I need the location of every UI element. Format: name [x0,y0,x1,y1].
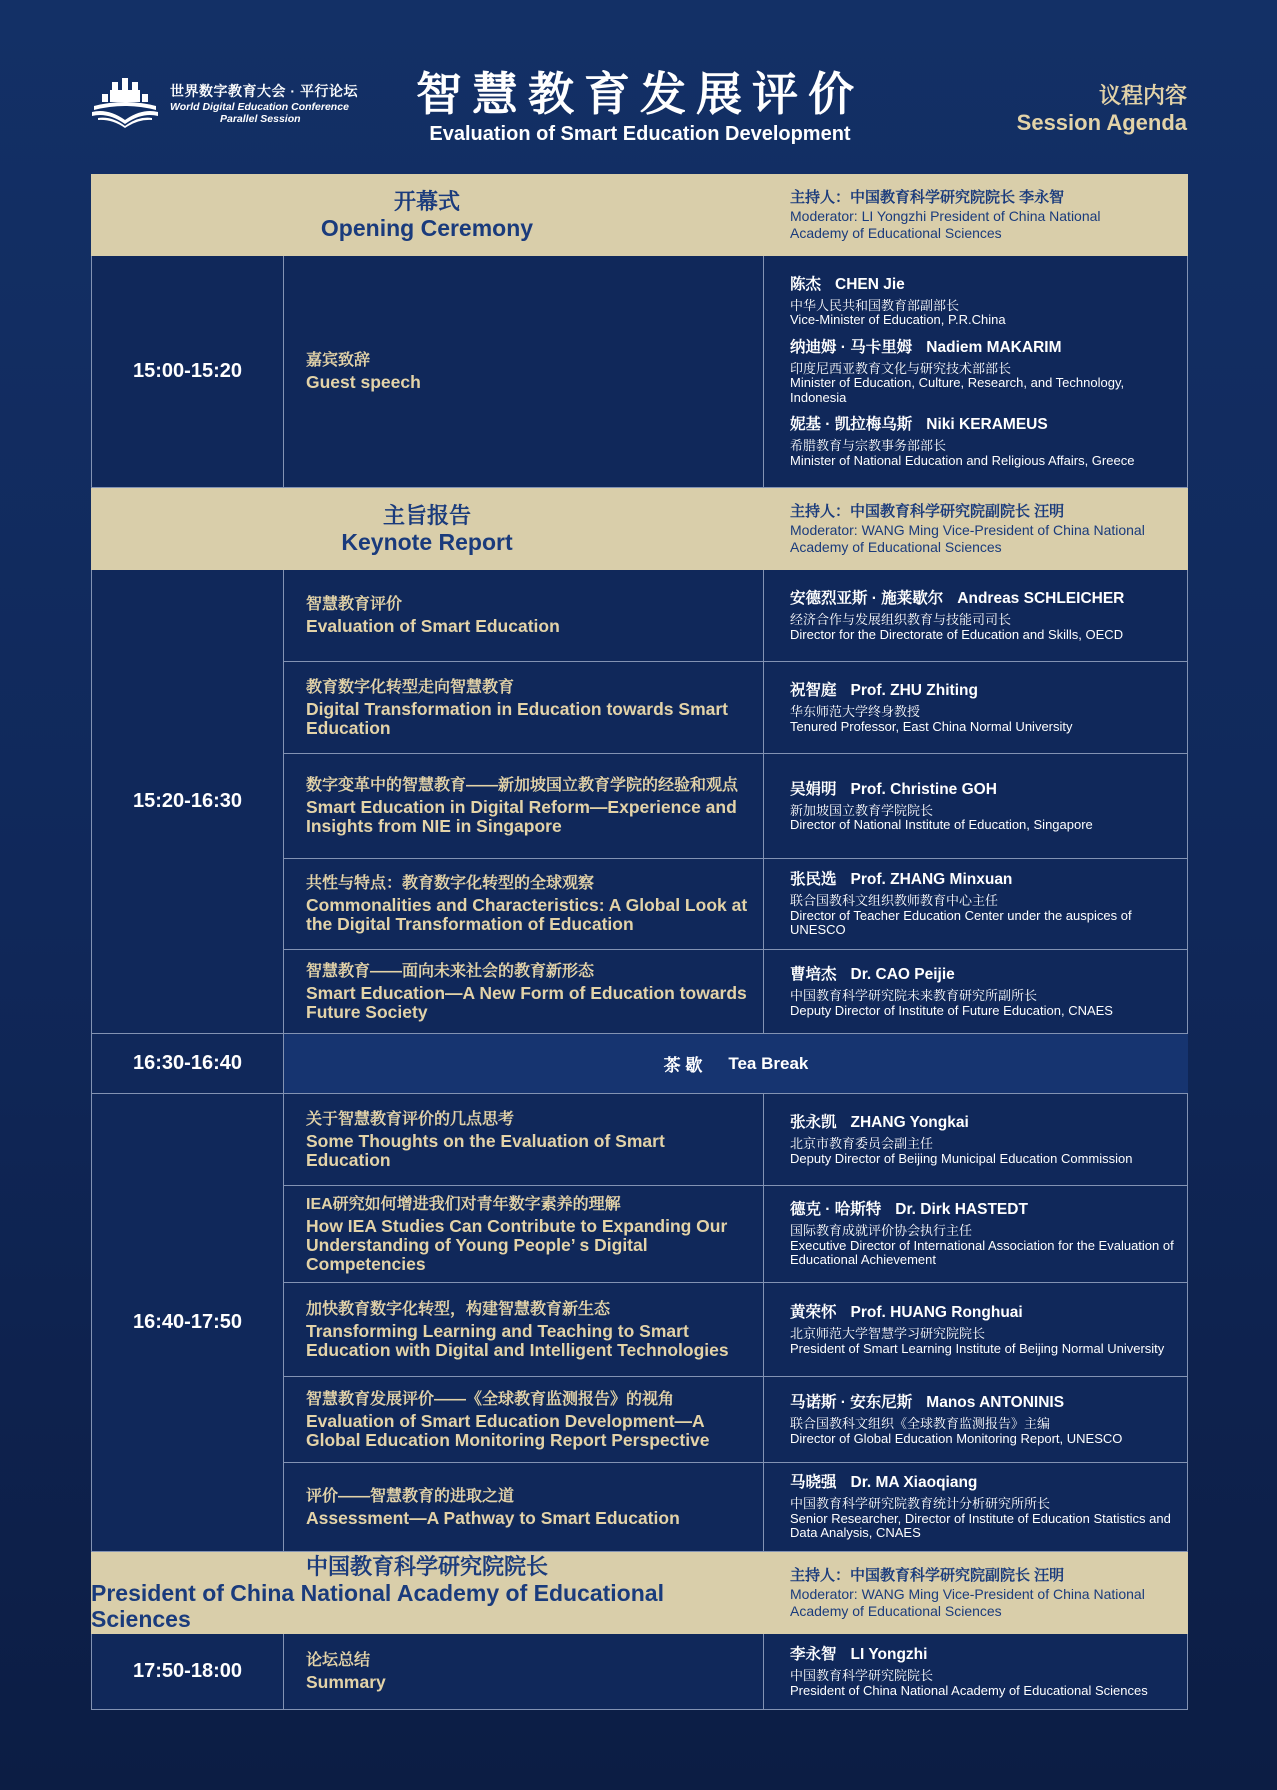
speaker [790,780,1176,833]
section-title-english: Keynote Report [341,529,513,555]
speaker-name-chinese: 张永凯 [790,1114,837,1131]
topic-chinese: 智慧教育评价 [306,596,403,613]
keynote-report-header [91,488,1188,570]
speaker-name-chinese: 马诺斯 · 安东尼斯 [790,1394,913,1411]
speaker [790,1303,1176,1356]
opening-ceremony-header [91,174,1188,256]
speaker-title-english: President of Smart Learning Institute of Beijing Normal University [790,1340,1165,1356]
topic-english: Smart Education in Digital Reform—Experience and Insights from NIE in Singapore [306,797,737,836]
summary-row [91,1634,1188,1710]
speakers [764,1634,1188,1709]
time-slot: 15:00-15:20 [92,256,284,487]
speakers [764,859,1188,949]
tea-break-chinese: 茶 歇 [663,1056,703,1075]
speaker [790,275,1176,328]
topic-chinese: 加快教育数字化转型，构建智慧教育新生态 [306,1300,611,1318]
speaker-name-english: LI Yongzhi [850,1646,928,1663]
speaker-name-chinese: 祝智庭 [790,682,837,699]
afternoon-session-row [91,1094,1188,1552]
speaker-title-english: Minister of National Education and Religious Affairs, Greece [790,452,1135,468]
speaker [790,681,1176,734]
speaker-name-chinese: 曹培杰 [790,966,837,983]
topic [284,1634,764,1709]
agenda-item [284,661,1188,753]
moderator-info [790,502,1160,556]
topic [284,1463,764,1551]
speaker-name-english: Niki KERAMEUS [926,416,1048,434]
tea-break-label [284,1034,1188,1093]
speaker [790,338,1176,406]
speaker [790,870,1176,938]
title-english: Evaluation of Smart Education Development [429,123,851,145]
agenda-item [284,949,1188,1033]
time-slot: 16:40-17:50 [92,1094,284,1551]
topic-chinese: 评价——智慧教育的进取之道 [306,1487,515,1505]
speaker [790,589,1176,642]
title-chinese: 智慧教育发展评价 [416,68,864,120]
speaker-title-chinese: 国际教育成就评价协会执行主任 [790,1223,973,1239]
section-title-english: Opening Ceremony [320,215,534,241]
speaker-name-chinese: 李永智 [790,1646,837,1663]
speakers [764,662,1188,753]
speaker-name-chinese: 妮基 · 凯拉梅乌斯 [790,416,913,434]
logo-chinese-name: 世界数字教育大会 · 平行论坛 [170,83,358,99]
speaker-name-english: ZHANG Yongkai [850,1114,969,1131]
speaker-title-chinese: 中华人民共和国教育部副部长 [790,297,960,313]
logo-english-subtitle: Parallel Session [220,113,301,125]
agenda-item [284,1185,1188,1282]
topic-english: Evaluation of Smart Education [306,616,560,636]
book-crown-logo-icon [88,76,162,128]
topic-english: Smart Education—A New Form of Education towards Future Society [306,982,747,1022]
moderator-info [790,188,1160,242]
speaker-name-english: Nadiem MAKARIM [926,338,1062,356]
tea-break-english: Tea Break [728,1053,809,1073]
topic-english: Summary [306,1672,386,1692]
topic-english: Transforming Learning and Teaching to Smart Education with Digital and Intelligent Technologies [306,1320,729,1360]
topic-english: Digital Transformation in Education towards Smart Education [306,698,728,738]
section-title-chinese: 中国教育科学研究院院长 [305,1554,548,1579]
speaker-name-english: Prof. Christine GOH [850,780,997,798]
moderator-chinese: 主持人：中国教育科学研究院副院长 汪明 [790,503,1065,520]
speaker-title-chinese: 北京师范大学智慧学习研究院院长 [790,1326,986,1341]
topic-chinese: 智慧教育发展评价——《全球教育监测报告》的视角 [306,1390,675,1408]
speaker-title-english: Vice-Minister of Education, P.R.China [790,312,1006,328]
speaker-title-english: Executive Director of International Association for the Evaluation of Educational Achievement [790,1237,1174,1268]
agenda-item [284,570,1188,661]
speaker-name-chinese: 德克 · 哈斯特 [790,1201,882,1219]
topic [284,950,764,1033]
speakers [764,1377,1188,1462]
speaker-title-english: Deputy Director of Institute of Future Education, CNAES [790,1002,1113,1018]
topic [284,754,764,858]
speaker-name-english: Prof. ZHANG Minxuan [850,871,1013,889]
topic [284,662,764,753]
time-slot: 15:20-16:30 [92,570,284,1033]
speaker-name-chinese: 纳迪姆 · 马卡里姆 [790,338,913,356]
speaker-title-chinese: 联合国教科文组织《全球教育监测报告》主编 [790,1416,1051,1431]
agenda-item [284,256,1188,487]
agenda-item [284,1462,1188,1551]
page-title [400,66,880,146]
speaker-name-english: Manos ANTONINIS [926,1394,1065,1411]
speakers [764,1186,1188,1282]
topic-chinese: 教育数字化转型走向智慧教育 [306,678,515,696]
section-title-english: President of China National Academy of Educational Sciences [91,1580,664,1632]
speakers [764,1283,1188,1376]
topic [284,1186,764,1282]
logo-english-name: World Digital Education Conference [170,101,349,113]
speaker-title-chinese: 希腊教育与宗教事务部部长 [790,438,947,454]
speaker [790,965,1176,1018]
speaker-title-english: Director of Teacher Education Center under the auspices of UNESCO [790,907,1132,938]
speaker-name-chinese: 张民选 [790,871,837,889]
speaker-name-english: CHEN Jie [835,275,905,293]
moderator-chinese: 主持人：中国教育科学研究院副院长 汪明 [790,1567,1065,1584]
speaker-title-english: Minister of Education, Culture, Research, and Technology, Indonesia [790,375,1125,405]
moderator-chinese: 主持人：中国教育科学研究院院长 李永智 [790,189,1065,206]
speaker [790,1393,1176,1446]
speaker-title-chinese: 北京市教育委员会副主任 [790,1136,934,1151]
agenda-item [284,1376,1188,1462]
time-slot: 17:50-18:00 [92,1634,284,1709]
agenda-item [284,1094,1188,1185]
topic-chinese: IEA研究如何增进我们对青年数字素养的理解 [306,1195,621,1213]
agenda-label-chinese: 议程内容 [1098,83,1187,108]
agenda-item [284,1634,1188,1709]
topic-chinese: 数字变革中的智慧教育——新加坡国立教育学院的经验和观点 [306,777,739,794]
agenda-item [284,1282,1188,1376]
speaker [790,415,1176,468]
topic-chinese: 共性与特点：教育数字化转型的全球观察 [306,875,595,892]
topic-chinese: 智慧教育——面向未来社会的教育新形态 [306,962,595,980]
speakers [764,950,1188,1033]
moderator-english: Moderator: WANG Ming Vice-President of China National Academy of Educational Sciences [790,1586,1145,1619]
speaker-title-english: Director of National Institute of Education, Singapore [790,817,1093,832]
speaker-title-english: Deputy Director of Beijing Municipal Education Commission [790,1150,1133,1166]
topic [284,1283,764,1376]
topic [284,256,764,487]
tea-break-row [91,1034,1188,1094]
topic-chinese: 关于智慧教育评价的几点思考 [306,1110,515,1128]
page-header [0,0,1277,170]
speaker [790,1113,1176,1166]
speaker-title-chinese: 经济合作与发展组织教育与技能司司长 [790,612,1012,627]
keynote-session-row [91,570,1188,1034]
agenda-table [91,174,1188,1710]
topic-chinese: 嘉宾致辞 [306,352,371,369]
speaker-name-chinese: 吴娟明 [790,780,837,798]
topic-english: Some Thoughts on the Evaluation of Smart Education [306,1130,665,1170]
speaker [790,1473,1176,1541]
speaker-title-chinese: 中国教育科学研究院教育统计分析研究所所长 [790,1496,1051,1512]
agenda-label [1017,82,1187,136]
speaker-name-chinese: 黄荣怀 [790,1304,837,1321]
speaker [790,1200,1176,1268]
topic-english: Assessment—A Pathway to Smart Education [306,1507,680,1528]
speakers [764,1463,1188,1551]
closing-ceremony-header [91,1552,1188,1634]
guest-speech-row [91,256,1188,488]
speaker-name-english: Prof. ZHU Zhiting [850,682,978,699]
moderator-info [790,1566,1160,1620]
agenda-label-english: Session Agenda [1016,110,1187,135]
speaker-name-english: Dr. Dirk HASTEDT [895,1201,1028,1219]
speaker-name-chinese: 安德烈亚斯 · 施莱歇尔 [790,590,944,607]
speakers [764,1094,1188,1185]
section-title-chinese: 主旨报告 [382,503,471,528]
speaker-name-english: Dr. CAO Peijie [850,966,955,983]
topic-english: How IEA Studies Can Contribute to Expanding Our Understanding of Young People’ s Digital Competencies [306,1215,728,1274]
speaker-name-english: Dr. MA Xiaoqiang [850,1474,978,1492]
time-slot: 16:30-16:40 [92,1034,284,1093]
speaker [790,1645,1176,1698]
speaker-title-chinese: 中国教育科学研究院未来教育研究所副所长 [790,988,1038,1003]
speaker-title-english: Tenured Professor, East China Normal University [790,718,1073,734]
topic-english: Evaluation of Smart Education Development—A Global Education Monitoring Report Perspective [306,1410,710,1450]
section-title-chinese: 开幕式 [393,189,460,214]
topic-english: Guest speech [306,372,421,392]
speaker-name-english: Prof. HUANG Ronghuai [850,1304,1023,1321]
topic [284,1377,764,1462]
speaker-title-chinese: 印度尼西亚教育文化与研究技术部部长 [790,360,1012,376]
moderator-english: Moderator: LI Yongzhi President of China National Academy of Educational Sciences [790,208,1101,241]
speaker-title-english: Director for the Directorate of Education and Skills, OECD [790,626,1124,642]
speaker-title-chinese: 联合国教科文组织教师教育中心主任 [790,893,999,909]
topic [284,570,764,661]
topic [284,1094,764,1185]
speaker-title-chinese: 华东师范大学终身教授 [790,704,921,719]
topic-english: Commonalities and Characteristics: A Global Look at the Digital Transformation of Education [306,895,748,934]
speaker-name-english: Andreas SCHLEICHER [957,590,1125,607]
speaker-title-chinese: 中国教育科学研究院院长 [790,1668,934,1683]
speaker-title-english: Director of Global Education Monitoring Report, UNESCO [790,1430,1123,1446]
speaker-title-english: Senior Researcher, Director of Institute of Education Statistics and Data Analysis, CNAES [790,1510,1171,1541]
speaker-name-chinese: 陈杰 [790,275,822,293]
speaker-name-chinese: 马晓强 [790,1474,837,1492]
speakers [764,754,1188,858]
agenda-item [284,858,1188,949]
agenda-item [284,753,1188,858]
speakers [764,256,1188,487]
speakers [764,570,1188,661]
speaker-title-english: President of China National Academy of Educational Sciences [790,1682,1148,1698]
speaker-title-chinese: 新加坡国立教育学院院长 [790,802,934,818]
moderator-english: Moderator: WANG Ming Vice-President of China National Academy of Educational Sciences [790,522,1145,555]
topic-chinese: 论坛总结 [306,1652,371,1669]
conference-logo [88,76,358,132]
topic [284,859,764,949]
